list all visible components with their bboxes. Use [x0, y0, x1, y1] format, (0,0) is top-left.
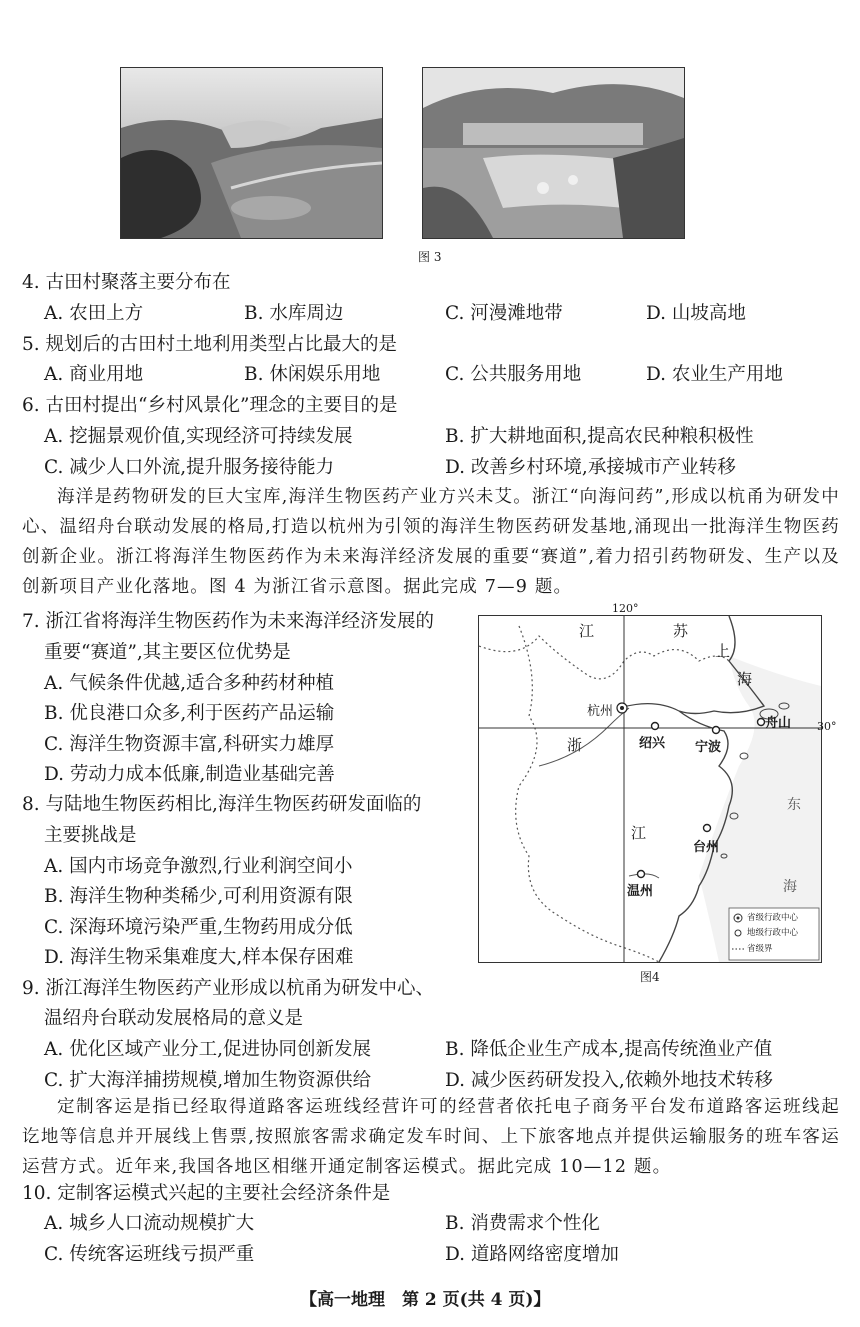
- q4-option-b[interactable]: B. 水库周边: [244, 303, 344, 324]
- question-9-stem-line2: 温绍舟台联动发展格局的意义是: [44, 1008, 304, 1029]
- city-ningbo: 宁波: [695, 740, 722, 755]
- map-label-hai-sea: 海: [783, 879, 797, 895]
- q4-option-c[interactable]: C. 河漫滩地带: [445, 303, 563, 324]
- figure4-caption: 图4: [640, 970, 660, 984]
- q8-option-a[interactable]: A. 国内市场竞争激烈,行业利润空间小: [44, 856, 353, 877]
- map-label-zhe: 浙: [567, 736, 583, 754]
- q7-option-d[interactable]: D. 劳动力成本低廉,制造业基础完善: [44, 764, 335, 785]
- q5-option-b[interactable]: B. 休闲娱乐用地: [244, 364, 381, 385]
- zhejiang-map: [478, 602, 837, 963]
- q9-option-b[interactable]: B. 降低企业生产成本,提高传统渔业产值: [445, 1039, 773, 1060]
- q10-option-c[interactable]: C. 传统客运班线亏损严重: [44, 1244, 255, 1265]
- question-7-stem-line1: 7. 浙江省将海洋生物医药作为未来海洋经济发展的: [22, 611, 435, 632]
- map-lon-label: 120°: [612, 602, 639, 615]
- q8-option-b[interactable]: B. 海洋生物种类稀少,可利用资源有限: [44, 886, 353, 907]
- q8-option-d[interactable]: D. 海洋生物采集难度大,样本保存困难: [44, 947, 354, 968]
- q7-option-b[interactable]: B. 优良港口众多,利于医药产品运输: [44, 703, 335, 724]
- q6-option-c[interactable]: C. 减少人口外流,提升服务接待能力: [44, 457, 335, 478]
- q10-option-a[interactable]: A. 城乡人口流动规模扩大: [44, 1213, 255, 1234]
- city-zhoushan: 舟山: [765, 716, 792, 731]
- map-label-jiang-2: 江: [631, 824, 647, 842]
- q6-option-a[interactable]: A. 挖掘景观价值,实现经济可持续发展: [44, 426, 353, 447]
- question-7-stem-line2: 重要“赛道”,其主要区位优势是: [44, 642, 291, 663]
- map-label-su: 苏: [673, 622, 689, 640]
- city-hangzhou: 杭州: [587, 704, 614, 719]
- q9-option-a[interactable]: A. 优化区域产业分工,促进协同创新发展: [44, 1039, 372, 1060]
- q7-option-c[interactable]: C. 海洋生物资源丰富,科研实力雄厚: [44, 734, 335, 755]
- city-shaoxing: 绍兴: [639, 736, 666, 751]
- page-footer: 【高一地理 第 2 页(共 4 页)】: [300, 1290, 551, 1310]
- legend-provincial-boundary: 省级界: [747, 944, 773, 954]
- q8-option-c[interactable]: C. 深海环境污染严重,生物药用成分低: [44, 917, 353, 938]
- q10-option-b[interactable]: B. 消费需求个性化: [445, 1213, 600, 1234]
- q6-option-b[interactable]: B. 扩大耕地面积,提高农民种粮积极性: [445, 426, 754, 447]
- map-label-dong: 东: [787, 797, 801, 813]
- legend-provincial-capital: 省级行政中心: [747, 913, 799, 923]
- question-8-stem-line2: 主要挑战是: [44, 825, 137, 846]
- figure3-caption: 图 3: [418, 250, 442, 264]
- q9-option-d[interactable]: D. 减少医药研发投入,依赖外地技术转移: [445, 1070, 773, 1091]
- q5-option-a[interactable]: A. 商业用地: [44, 364, 144, 385]
- city-wenzhou: 温州: [627, 884, 654, 899]
- question-5-stem: 5. 规划后的古田村土地利用类型占比最大的是: [22, 334, 398, 355]
- question-8-stem-line1: 8. 与陆地生物医药相比,海洋生物医药研发面临的: [22, 794, 422, 815]
- passage-custom-bus: 定制客运是指已经取得道路客运班线经营许可的经营者依托电子商务平台发布道路客运班线起讫地等信息并开展线上售票,按照旅客需求确定发车时间、上下旅客地点并提供运输服务的班车客运运营方式。近年来,我国各地区相继开通定制客运模式。据此完成 10—12 题。: [22, 1097, 840, 1177]
- question-9-stem-line1: 9. 浙江海洋生物医药产业形成以杭甬为研发中心、: [22, 978, 435, 999]
- map-lat-label: 30°: [817, 720, 837, 733]
- passage-marine-biomedicine: 海洋是药物研发的巨大宝库,海洋生物医药产业方兴未艾。浙江“向海问药”,形成以杭甬为研发中心、温绍舟台联动发展的格局,打造以杭州为引领的海洋生物医药研发基地,涌现出一批海洋生物医药创新企业。浙江将海洋生物医药作为未来海洋经济发展的重要“赛道”,着力招引药物研发、生产以及创新项目产业化落地。图 4 为浙江省示意图。据此完成 7—9 题。: [22, 487, 840, 597]
- q9-option-c[interactable]: C. 扩大海洋捕捞规模,增加生物资源供给: [44, 1070, 372, 1091]
- figure3-landscape-photo: [422, 67, 685, 239]
- q4-option-d[interactable]: D. 山坡高地: [646, 303, 746, 324]
- city-taizhou: 台州: [693, 840, 720, 855]
- q4-option-a[interactable]: A. 农田上方: [44, 303, 144, 324]
- q5-option-d[interactable]: D. 农业生产用地: [646, 364, 783, 385]
- question-4-stem: 4. 古田村聚落主要分布在: [22, 272, 231, 293]
- q7-option-a[interactable]: A. 气候条件优越,适合多种药材种植: [44, 673, 335, 694]
- map-label-hai: 海: [737, 670, 753, 688]
- map-label-shang: 上: [715, 642, 731, 660]
- question-10-stem: 10. 定制客运模式兴起的主要社会经济条件是: [22, 1183, 391, 1204]
- q5-option-c[interactable]: C. 公共服务用地: [445, 364, 582, 385]
- question-6-stem: 6. 古田村提出“乡村风景化”理念的主要目的是: [22, 395, 398, 416]
- q6-option-d[interactable]: D. 改善乡村环境,承接城市产业转移: [445, 457, 736, 478]
- legend-prefecture-center: 地级行政中心: [747, 928, 799, 938]
- figure3-aerial-photo: [120, 67, 383, 239]
- q10-option-d[interactable]: D. 道路网络密度增加: [445, 1244, 619, 1265]
- map-label-jiang: 江: [579, 622, 595, 640]
